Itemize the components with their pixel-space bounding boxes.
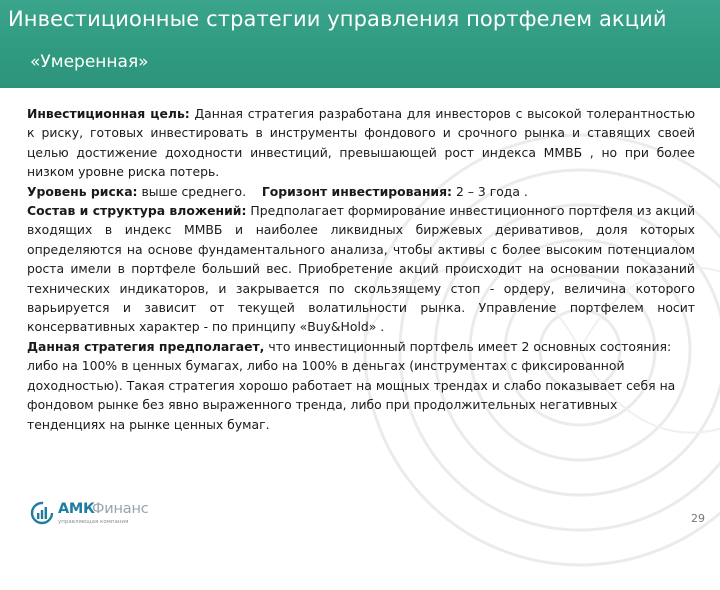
page-number: 29 [691, 512, 705, 525]
strategy-assumption-text: что инвестиционный портфель имеет 2 основных состояния: либо на 100% в ценных бумагах, либо на 100% в деньгах (инструментах с фиксированной доходностью). Такая стратегия хорошо работает на мощных трендах и слабо показывает себя на фондовом рынке без явно выраженного тренда, либо при продолжительных негативных тенденциях на рынке ценных бумаг. [27, 338, 676, 432]
investment-goal-label: Инвестиционная цель: [27, 106, 190, 121]
horizon-label: Горизонт инвестирования: [261, 183, 452, 199]
company-logo [30, 501, 170, 527]
logo-name-primary: АМК [58, 501, 95, 517]
risk-level-value: выше среднего. [137, 183, 247, 199]
slide-subtitle: «Умеренная» [30, 52, 149, 72]
amk-logo-mark-icon [30, 501, 54, 525]
risk-level-label: Уровень риска: [27, 183, 138, 199]
composition-label: Состав и структура вложений: [27, 203, 247, 219]
horizon-value: 2 – 3 года . [452, 183, 528, 199]
slide-header [0, 0, 720, 88]
risk-horizon-line [27, 182, 695, 201]
logo-name-secondary: Финанс [92, 501, 149, 517]
composition-paragraph [27, 201, 695, 337]
slide-title: Инвестиционные стратегии управления портфелем акций [8, 7, 667, 31]
investment-goal-text: Данная стратегия разработана для инвесторов с высокой толерантностью к риску, готовых инвестировать в инструменты фондового и срочного рынка и ставящих своей целью достижение доходности инвестиций, превышающей рост индекса ММВБ , но при более низком уровне риска потерь. [27, 106, 696, 180]
logo-tagline: управляющая компания [58, 519, 129, 525]
strategy-description [27, 104, 695, 434]
strategy-assumption-label: Данная стратегия предполагает, [27, 338, 265, 354]
strategy-assumption-paragraph [27, 337, 695, 434]
composition-text: Предполагает формирование инвестиционного портфеля из акций входящих в индекс ММВБ и наиболее ликвидных биржевых деривативов, доля которых определяются на основе фундаментального анализа, чтобы активы с более высоким потенциалом роста имели в портфеле больший вес. Приобретение акций происходит на основании показаний технических индикаторов, и закрывается по скользящему стоп - ордеру, величина которого варьируется и зависит от текущей волатильности рынка. Управление портфелем носит консервативных характер - по принципу «Buy&Hold» . [27, 203, 696, 335]
investment-goal-paragraph [27, 104, 695, 182]
